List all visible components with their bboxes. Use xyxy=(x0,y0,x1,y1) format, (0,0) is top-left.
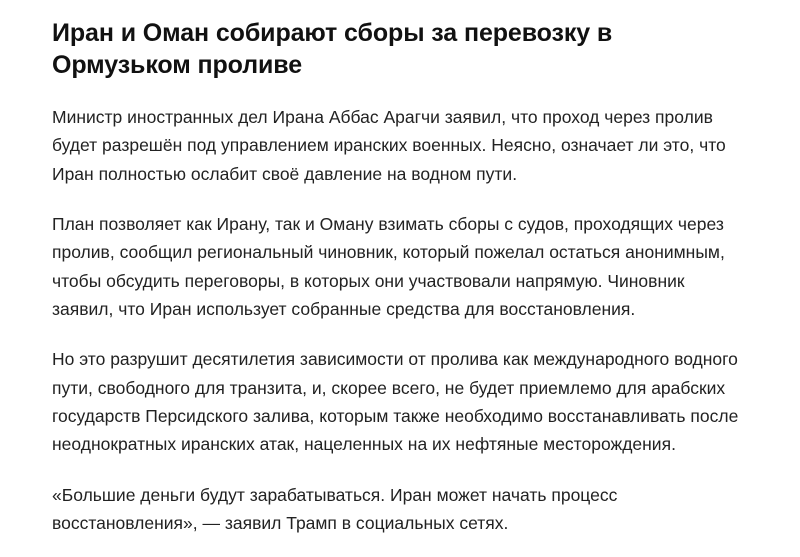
article-paragraph: Министр иностранных дел Ирана Аббас Арагчи заявил, что проход через пролив будет разрешён под управлением иранских военных. Неясно, означает ли это, что Иран полностью ослабит своё давление на водном пути. xyxy=(52,107,726,184)
article-paragraph: Но это разрушит десятилетия зависимости от пролива как международного водного пути, свободного для транзита, и, скорее всего, не будет приемлемо для арабских государств Персидского залива, которым также необходимо восстанавливать после неоднократных иранских атак, нацеленных на их нефтяные месторождения. xyxy=(52,349,739,455)
article-paragraph: План позволяет как Ирану, так и Оману взимать сборы с судов, проходящих через пролив, сообщил региональный чиновник, который пожелал остаться анонимным, чтобы обсудить переговоры, в которых они участвовали напрямую. Чиновник заявил, что Иран использует собранные средства для восстановления. xyxy=(52,214,725,320)
article-paragraph: «Большие деньги будут зарабатываться. Иран может начать процесс восстановления», — заявил Трамп в социальных сетях. xyxy=(52,484,618,534)
page-title: Иран и Оман собирают сборы за перевозку в Ормузьком проливе xyxy=(52,19,613,79)
article-body xyxy=(52,103,744,537)
